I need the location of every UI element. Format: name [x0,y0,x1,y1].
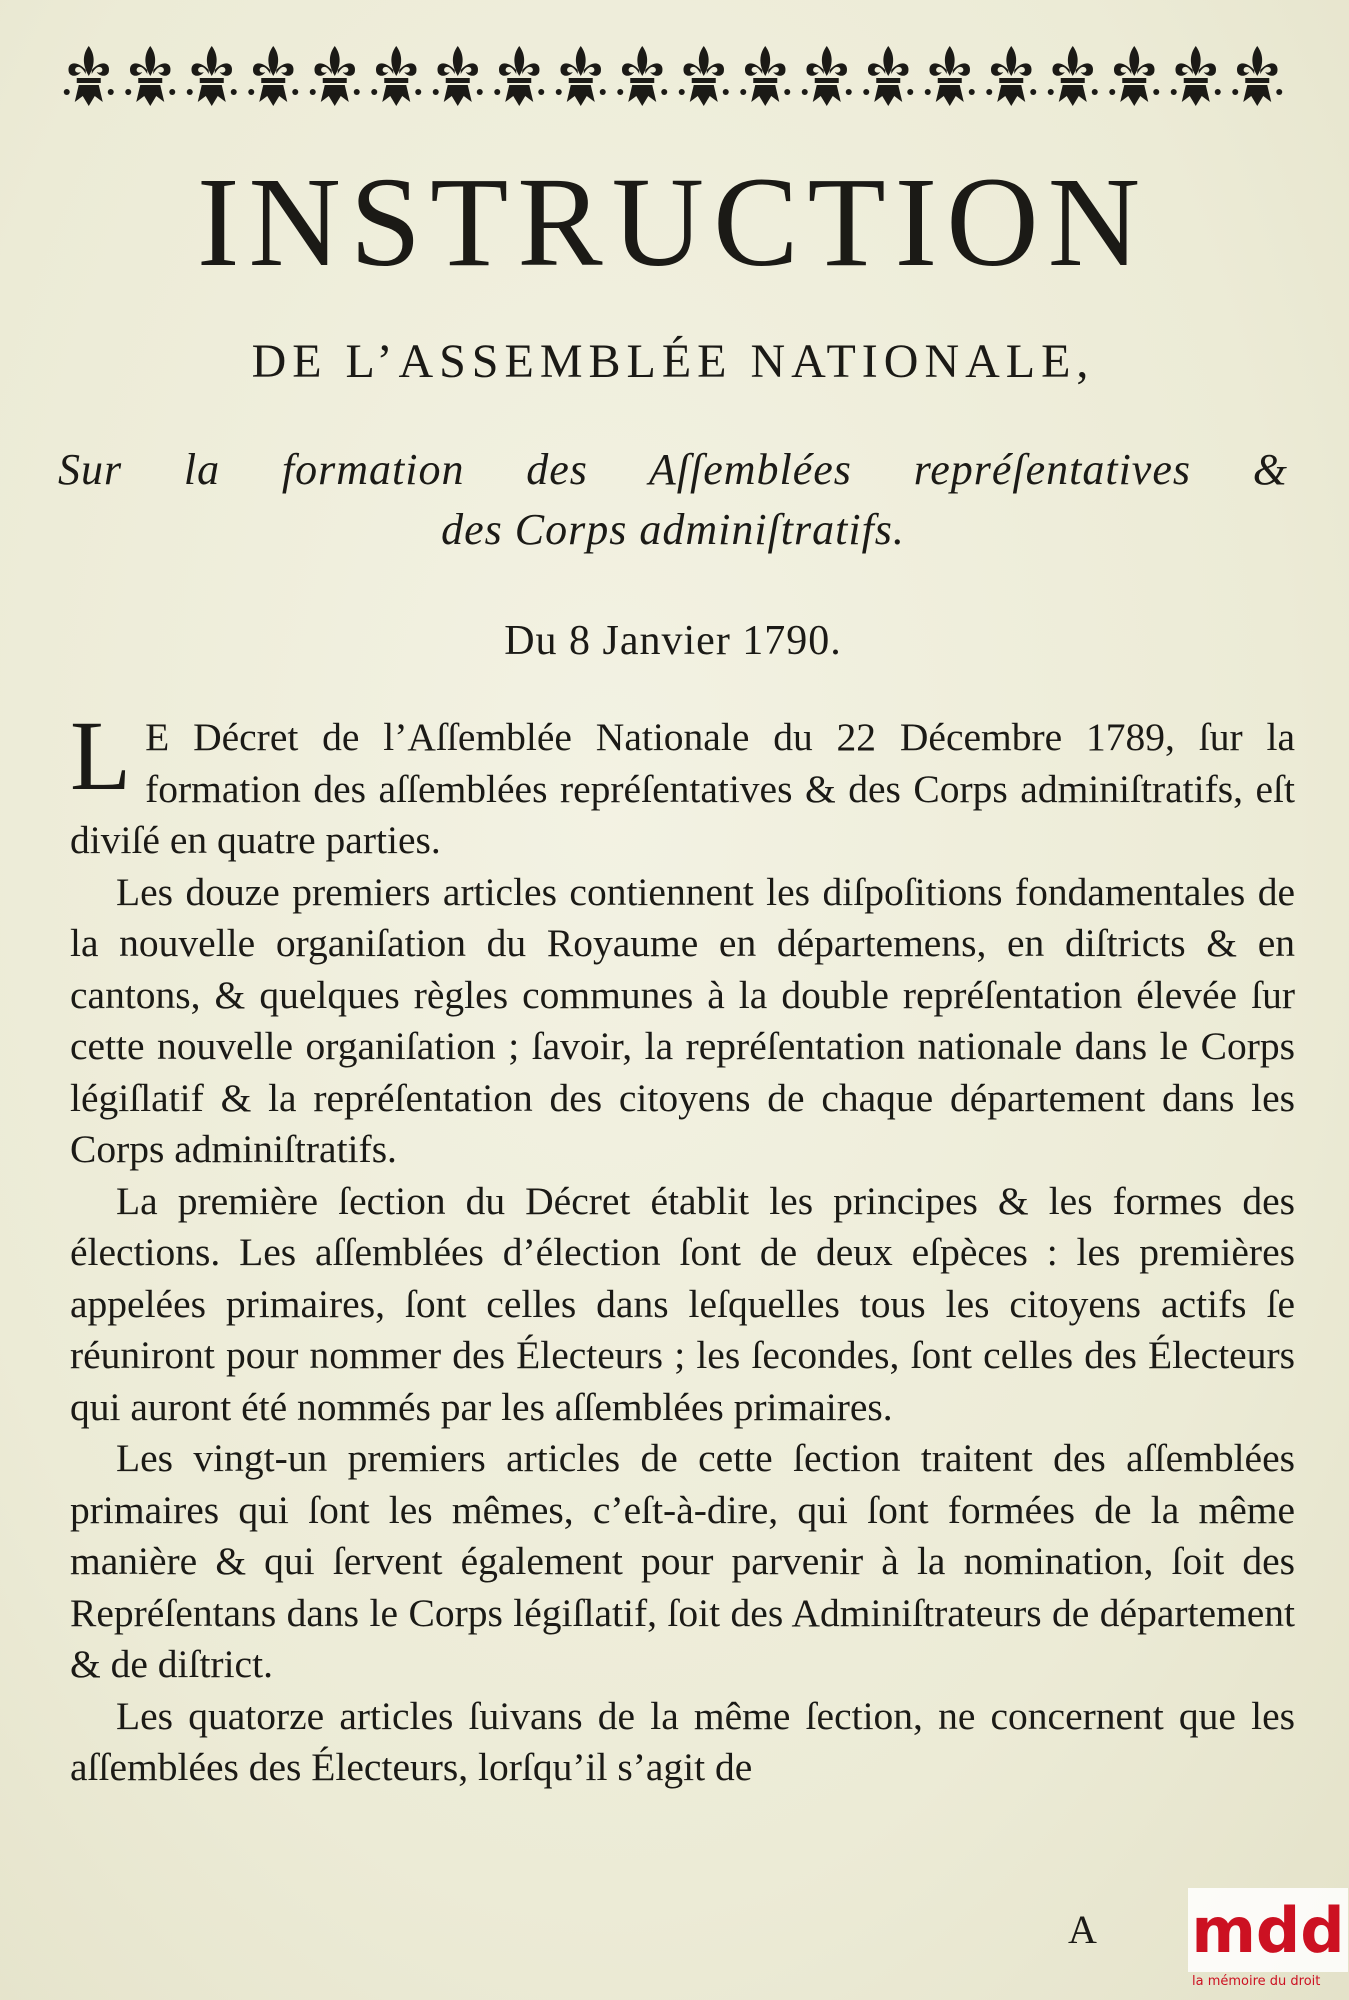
fleur-de-lis-icon [1171,46,1221,106]
fleur-de-lis-icon [1048,46,1098,106]
paragraph-4: Les vingt-un premiers articles de cette ſection traitent des aſſemblées primaires qui ſont les mêmes, c’eſt-à-dire, qui ſont formées de la même manière & qui ſervent également pour parvenir à la nomination, ſoit des Repréſentans dans le Corps légiſlatif, ſoit des Adminiſtrateurs de département & de diſtrict. [70,1436,1295,1686]
paragraph-2: Les douze premiers articles contiennent les diſpoſitions fondamentales de la nouvelle organiſation du Royaume en départemens, en diſtricts & en cantons, & quelques règles communes à la double repréſentation élevée ſur cette nouvelle organiſation ; ſavoir, la repréſentation nationale dans le Corps légiſlatif & la repréſentation des citoyens de chaque département dans les Corps adminiſtratifs. [70,869,1295,1171]
paragraph-3: La première ſection du Décret établit les principes & les formes des élections. Les aſſemblées d’élection ſont de deux eſpèces : les premières appelées primaires, ſont celles dans leſquelles tous les citoyens actifs ſe réuniront pour nommer des Électeurs ; les ſecondes, ſont celles des Électeurs qui auront été nommés par les aſſemblées primaires. [70,1178,1295,1429]
fleur-de-lis-icon [1232,46,1282,106]
document-title: INSTRUCTION [196,151,1150,293]
paragraph-1-text: E Décret de l’Aſſemblée Nationale du 22 Décembre 1789, ſur la formation des aſſemblées repréſentatives & des Corps adminiſtratifs, eſt diviſé en quatre parties. [70,715,1295,862]
fleur-de-lis-icon [679,46,729,106]
fleur-de-lis-icon [740,46,790,106]
topic-line-1: Sur la formation des Aſſemblées repréſentatives & [58,445,1288,494]
mdd-logo-mark [1188,1888,1348,1972]
fleur-de-lis-icon [433,46,483,106]
fleur-de-lis-icon [802,46,852,106]
body-text [70,700,1295,1794]
fleur-de-lis-ornament-band [58,40,1288,120]
fleur-de-lis-icon [494,46,544,106]
paragraph-1 [70,700,1295,867]
topic-line-2: des Corps adminiſtratifs. [441,505,905,554]
fleur-de-lis-icon [125,46,175,106]
fleur-de-lis-icon [248,46,298,106]
fleur-de-lis-icon [863,46,913,106]
paragraph-5: Les quatorze articles ſuivans de la même ſection, ne concernent que les aſſemblées des Électeurs, lorſqu’il s’agit de [70,1693,1295,1789]
document-subtitle: DE L’ASSEMBLÉE NATIONALE, [251,335,1095,388]
fleur-de-lis-icon [64,46,114,106]
svg-text:mdd: mdd [1191,1894,1345,1967]
fleur-de-lis-icon [986,46,1036,106]
fleur-de-lis-icon [371,46,421,106]
signature-mark: A [1068,1907,1097,1952]
mdd-logo-caption: la mémoire du droit [1192,1974,1321,1989]
fleur-de-lis-icon [310,46,360,106]
fleur-de-lis-icon [556,46,606,106]
fleur-de-lis-icon [617,46,667,106]
document-date: Du 8 Janvier 1790. [504,618,842,664]
fleur-de-lis-icon [187,46,237,106]
drop-cap: L [70,700,132,811]
mdd-logo [1188,1888,1348,2000]
fleur-de-lis-icon [1109,46,1159,106]
fleur-de-lis-icon [925,46,975,106]
